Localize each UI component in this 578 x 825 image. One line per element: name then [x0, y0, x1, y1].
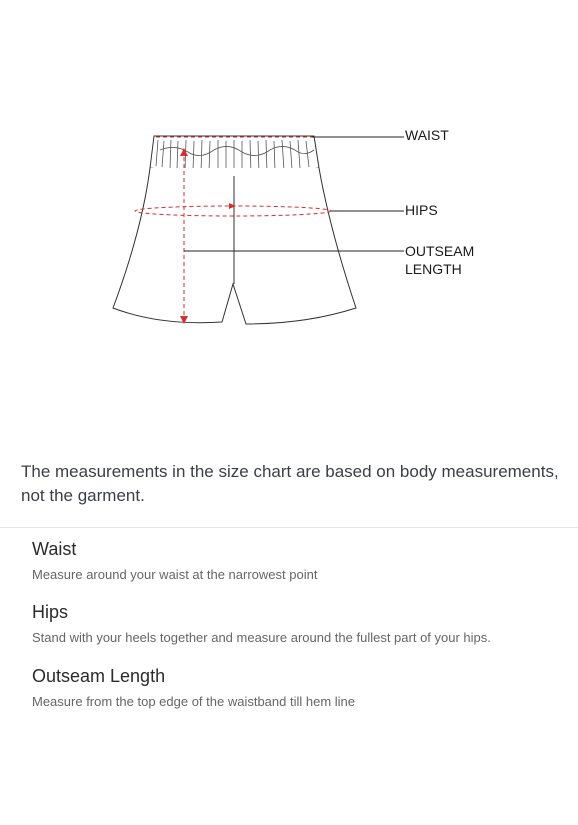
hips-label: HIPS	[405, 202, 438, 218]
outseam-label-line2: LENGTH	[405, 261, 462, 277]
waist-label: WAIST	[405, 127, 449, 143]
shorts-diagram	[0, 0, 578, 360]
measurement-description: Measure from the top edge of the waistband till hem line	[32, 694, 356, 709]
size-chart-note: The measurements in the size chart are based on body measurements, not the garment.	[21, 462, 559, 505]
measurement-title: Outseam Length	[32, 666, 166, 686]
measurement-title: Hips	[32, 602, 69, 622]
shorts-illustration	[0, 0, 578, 360]
measurement-title: Waist	[32, 539, 77, 559]
measurement-description: Stand with your heels together and measure around the fullest part of your hips.	[32, 630, 491, 645]
measurement-waist	[32, 537, 562, 584]
outseam-label-line1: OUTSEAM	[405, 243, 475, 259]
measurement-hips	[32, 600, 562, 647]
measurement-description: Measure around your waist at the narrowest point	[32, 567, 318, 582]
divider	[0, 527, 578, 528]
measurement-outseam-length	[32, 664, 562, 711]
